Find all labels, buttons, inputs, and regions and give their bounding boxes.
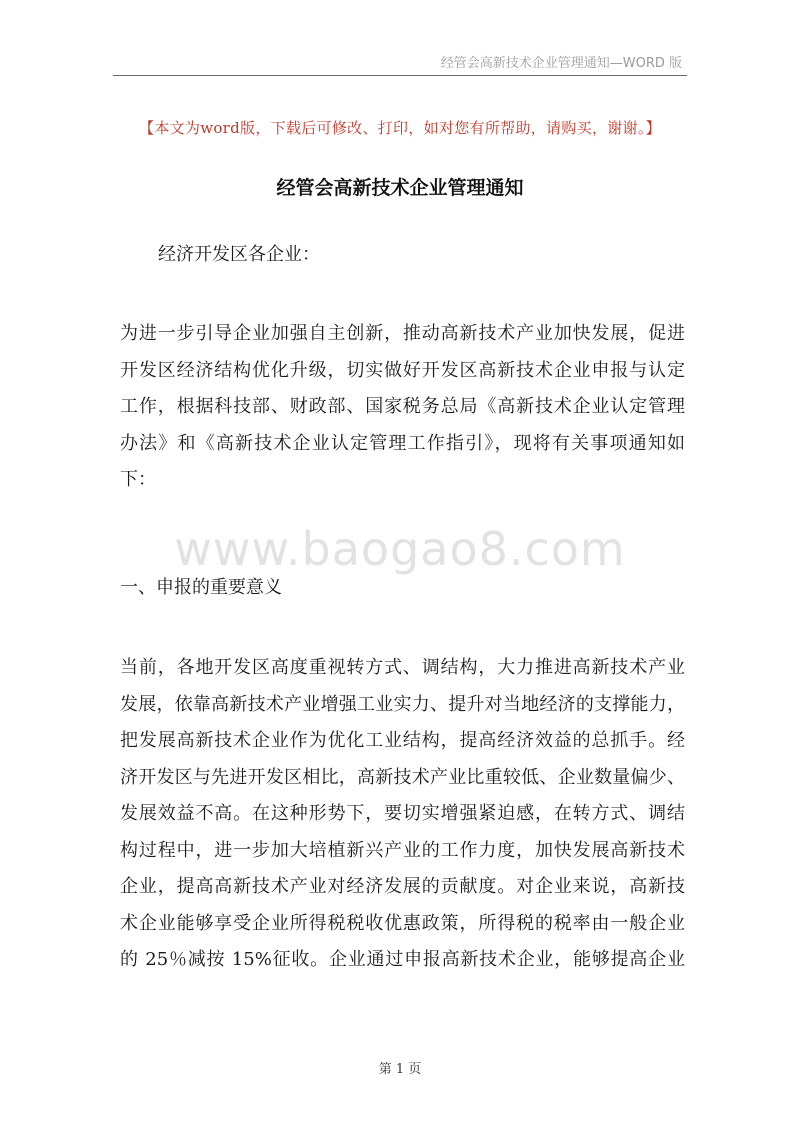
body-line: 当前，各地开发区高度重视转方式、调结构，大力推进高新技术产业 (120, 657, 685, 678)
body-line: 企业，提高高新技术产业对经济发展的贡献度。对企业来说，高新技 (120, 876, 685, 897)
body-line: 的 25％减按 15%征收。企业通过申报高新技术企业，能够提高企业 (120, 949, 685, 970)
purchase-notice: 【本文为word版，下载后可修改、打印，如对您有所帮助，请购买，谢谢。】 (139, 119, 661, 137)
body-line: 术企业能够享受企业所得税税收优惠政策，所得税的税率由一般企业 (120, 912, 685, 934)
intro-line: 工作，根据科技部、财政部、国家税务总局《高新技术企业认定管理 (120, 396, 685, 417)
body-line: 构过程中，进一步加大培植新兴产业的工作力度，加快发展高新技术 (120, 839, 685, 861)
intro-line: 下： (120, 469, 156, 490)
body-line: 把发展高新技术企业作为优化工业结构，提高经济效益的总抓手。经 (120, 730, 685, 751)
intro-line: 为进一步引导企业加强自主创新，推动高新技术产业加快发展，促进 (120, 323, 685, 344)
section-1-paragraph (120, 650, 685, 979)
watermark: www.baogao8.com (174, 522, 626, 576)
intro-paragraph (120, 316, 685, 499)
intro-line: 开发区经济结构优化升级，切实做好开发区高新技术企业申报与认定 (120, 359, 685, 381)
header-rule (113, 75, 687, 76)
body-line: 济开发区与先进开发区相比，高新技术产业比重较低、企业数量偏少、 (120, 766, 685, 788)
intro-line: 办法》和《高新技术企业认定管理工作指引》，现将有关事项通知如 (120, 432, 685, 454)
document-title: 经管会高新技术企业管理通知 (276, 177, 524, 199)
body-line: 发展效益不高。在这种形势下，要切实增强紧迫感，在转方式、调结 (120, 803, 685, 824)
page-number: 第 1 页 (378, 1062, 422, 1077)
header-document-label: 经管会高新技术企业管理通知—WORD 版 (440, 56, 682, 71)
body-line: 发展，依靠高新技术产业增强工业实力、提升对当地经济的支撑能力， (120, 693, 685, 715)
salutation: 经济开发区各企业： (158, 244, 320, 265)
section-heading: 一、申报的重要意义 (120, 577, 282, 598)
